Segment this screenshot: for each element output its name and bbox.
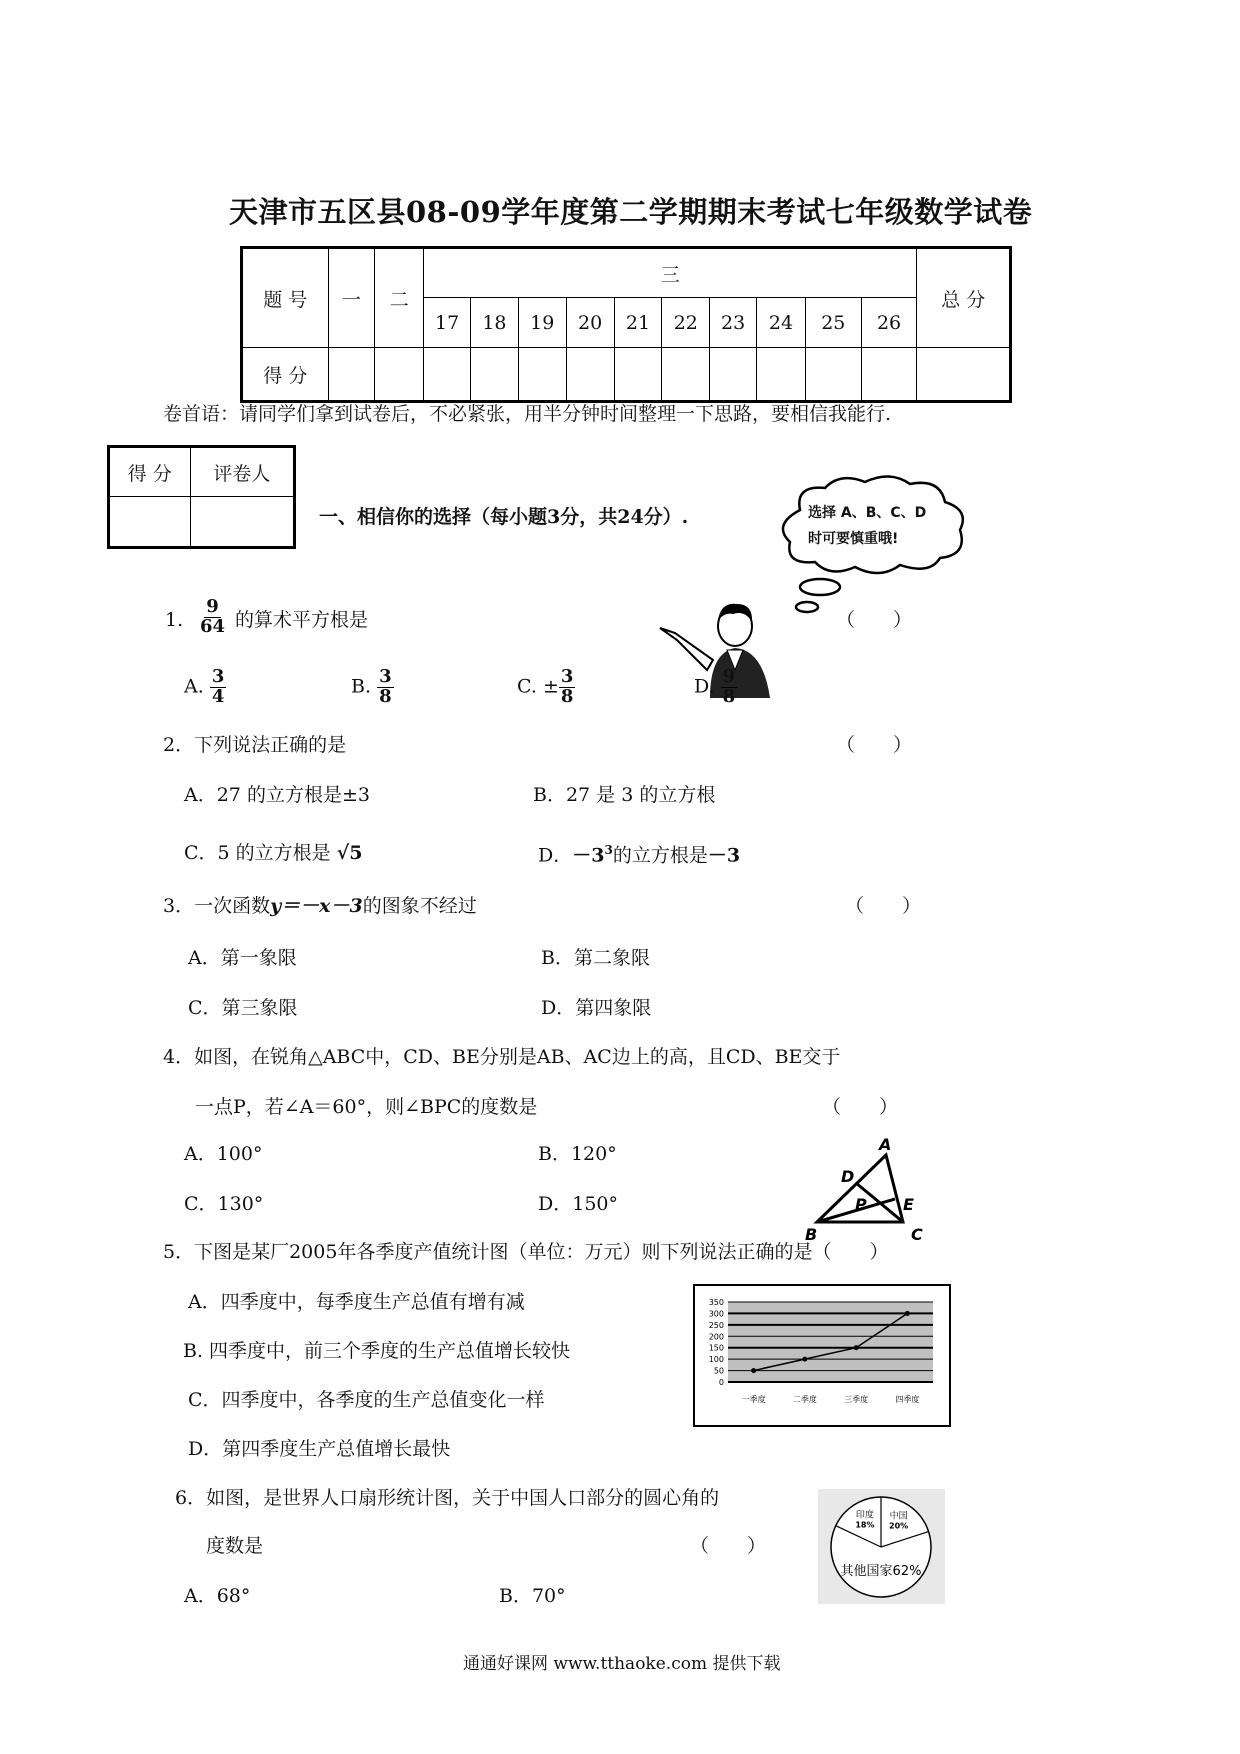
score-cell [375, 348, 424, 402]
q1-text: 的算术平方根是 [235, 609, 369, 631]
y-tick-label: 200 [708, 1332, 724, 1342]
option-label: D. [694, 675, 715, 698]
sub-col: 25 [805, 298, 861, 348]
grader-table [107, 445, 296, 549]
thought-cloud-icon [770, 470, 980, 630]
q3-option-d[interactable]: D．第四象限 [541, 997, 652, 1019]
label-e: E [903, 1195, 914, 1214]
exponent: 3 [604, 843, 613, 857]
q6-line1: 6．如图，是世界人口扇形统计图，关于中国人口部分的圆心角的 [175, 1487, 720, 1509]
math-expr: √5 [336, 842, 363, 864]
label-d: D [841, 1167, 855, 1186]
frac-den: 8 [379, 685, 392, 707]
x-tick-label: 三季度 [844, 1395, 869, 1404]
q4-line1: 4．如图，在锐角△ABC中，CD、BE分别是AB、AC边上的高，且CD、BE交于 [163, 1046, 841, 1068]
score-cell [471, 348, 519, 402]
sub-col: 24 [757, 298, 806, 348]
sub-col: 26 [861, 298, 917, 348]
q3-option-b[interactable]: B．第二象限 [541, 947, 650, 969]
sub-col: 18 [471, 298, 519, 348]
x-tick-label: 二季度 [792, 1395, 817, 1404]
q4-option-b[interactable]: B．120° [538, 1143, 617, 1165]
preface: 卷首语：请同学们拿到试卷后，不必紧张，用半分钟时间整理一下思路，要相信我能行. [163, 403, 892, 425]
footer: 通通好课网 www.tthaoke.com 提供下载 [463, 1654, 781, 1674]
row-label-question: 题 号 [242, 248, 329, 348]
score-cell [566, 348, 614, 402]
sub-col: 20 [566, 298, 614, 348]
plus-minus: ± [542, 675, 559, 698]
option-label: B. [351, 675, 372, 698]
score-cell [805, 348, 861, 402]
score-cell [109, 497, 191, 548]
q1-answer-paren[interactable]: （ ） [836, 609, 913, 631]
math-expr: －3 [707, 844, 741, 867]
x-tick-label: 一季度 [741, 1395, 766, 1404]
score-cell [662, 348, 710, 402]
y-tick-label: 0 [718, 1378, 724, 1387]
q1-fraction [200, 598, 225, 637]
option-label: A. [184, 675, 204, 698]
y-tick-label: 100 [708, 1355, 724, 1365]
frac-den: 8 [560, 685, 574, 707]
q5-option-d[interactable]: D．第四季度生产总值增长最快 [188, 1438, 451, 1460]
q1-option-a[interactable] [184, 668, 226, 707]
q4-option-c[interactable]: C．130° [184, 1193, 264, 1215]
q5-option-b[interactable]: B. 四季度中，前三个季度的生产总值增长较快 [183, 1340, 571, 1362]
data-point [905, 1311, 910, 1316]
q3-pre: 3．一次函数 [163, 895, 271, 917]
triangle-figure [805, 1128, 940, 1243]
frac-num: 9 [722, 666, 736, 687]
q1-option-b[interactable] [351, 668, 394, 707]
score-cell [917, 348, 1011, 402]
label-a: A [879, 1135, 892, 1154]
score-cell [710, 348, 757, 402]
q5-option-a[interactable]: A．四季度中，每季度生产总值有增有减 [188, 1291, 525, 1313]
col-part1: 一 [328, 248, 375, 348]
option-text: C．5 的立方根是 [184, 842, 337, 864]
q2-answer-paren[interactable]: （ ） [836, 734, 913, 756]
score-cell [518, 348, 566, 402]
world-population-pie-chart [818, 1489, 945, 1604]
y-tick-label: 300 [708, 1309, 724, 1319]
q6-option-a[interactable]: A．68° [184, 1585, 251, 1607]
q5-text: 5．下图是某厂2005年各季度产值统计图（单位：万元）则下列说法正确的是（ ） [163, 1241, 889, 1263]
sub-col: 23 [710, 298, 757, 348]
q1-option-d[interactable] [694, 668, 737, 707]
q2-option-d[interactable] [538, 844, 740, 865]
sub-col: 22 [662, 298, 710, 348]
q4-option-d[interactable]: D．150° [538, 1193, 618, 1215]
frac-num: 3 [211, 666, 225, 687]
cloud-text-2: 时可要慎重哦! [808, 531, 899, 547]
frac-num: 3 [379, 666, 392, 687]
label-b: B [805, 1225, 818, 1243]
pie-label: 中国 [889, 1511, 908, 1522]
label-p: P [855, 1195, 867, 1214]
page-title: 天津市五区县08-09学年度第二学期期末考试七年级数学试卷 [229, 195, 1033, 229]
q2-option-c[interactable] [184, 844, 362, 863]
pie-value-label: 18% [855, 1520, 875, 1530]
col-part3: 三 [424, 248, 917, 298]
option-label: D． [538, 844, 573, 867]
q1-frac-num: 9 [206, 596, 219, 617]
frac-num: 3 [560, 666, 574, 687]
col-total: 总 分 [917, 248, 1011, 348]
sub-col: 19 [518, 298, 566, 348]
grader-label: 评卷人 [190, 447, 294, 497]
score-cell [614, 348, 662, 402]
q3-post: 的图象不经过 [362, 895, 477, 917]
data-point [751, 1368, 756, 1373]
q1-frac-den: 64 [200, 615, 226, 637]
sub-col: 17 [424, 298, 471, 348]
pie-label: 其他国家62% [840, 1564, 922, 1579]
score-table [240, 246, 1012, 403]
q4-answer-paren[interactable]: （ ） [822, 1096, 899, 1118]
q1-option-c[interactable] [517, 668, 575, 707]
section-heading: 一、相信你的选择（每小题3分，共24分）. [319, 506, 689, 528]
q6-answer-paren[interactable]: （ ） [690, 1535, 767, 1557]
q4-line2: 一点P，若∠A＝60°，则∠BPC的度数是 [195, 1096, 538, 1118]
q4-option-a[interactable]: A．100° [184, 1143, 263, 1165]
q3-text [163, 897, 477, 916]
cloud-text-1: 选择 A、B、C、D [808, 505, 927, 521]
q1-number: 1. [165, 609, 184, 631]
q3-option-a[interactable]: A．第一象限 [188, 947, 297, 969]
data-point [802, 1357, 807, 1362]
score-label: 得 分 [109, 447, 191, 497]
label-c: C [911, 1225, 923, 1243]
q2-option-b[interactable]: B．27 是 3 的立方根 [533, 784, 716, 806]
q6-line2: 度数是 [206, 1535, 264, 1557]
pie-label: 印度 [855, 1510, 874, 1521]
q5-option-c[interactable]: C．四季度中，各季度的生产总值变化一样 [188, 1389, 545, 1411]
score-cell [328, 348, 375, 402]
q2-option-a[interactable]: A．27 的立方根是±3 [184, 784, 370, 806]
x-tick-label: 四季度 [895, 1395, 920, 1404]
y-tick-label: 50 [713, 1366, 724, 1376]
math-expr: －3 [572, 844, 605, 867]
col-part2: 二 [375, 248, 424, 348]
sub-col: 21 [614, 298, 662, 348]
y-tick-label: 250 [708, 1320, 724, 1330]
frac-den: 4 [211, 685, 225, 707]
score-cell [424, 348, 471, 402]
math-expr: y＝－x－3 [270, 895, 363, 917]
q2-text: 2．下列说法正确的是 [163, 734, 347, 756]
q3-answer-paren[interactable]: （ ） [845, 895, 922, 917]
pie-value-label: 20% [889, 1521, 909, 1531]
y-tick-label: 150 [708, 1343, 724, 1353]
data-point [854, 1345, 859, 1350]
y-tick-label: 350 [708, 1298, 724, 1307]
row-label-score: 得 分 [242, 348, 329, 402]
quarterly-output-line-chart [693, 1284, 951, 1427]
option-label: C. [517, 675, 537, 698]
score-cell [861, 348, 917, 402]
q3-option-c[interactable]: C．第三象限 [188, 997, 298, 1019]
score-cell [757, 348, 806, 402]
q6-option-b[interactable]: B．70° [499, 1585, 566, 1607]
frac-den: 8 [722, 685, 736, 707]
grader-cell [190, 497, 294, 548]
option-text: 的立方根是 [612, 844, 708, 867]
